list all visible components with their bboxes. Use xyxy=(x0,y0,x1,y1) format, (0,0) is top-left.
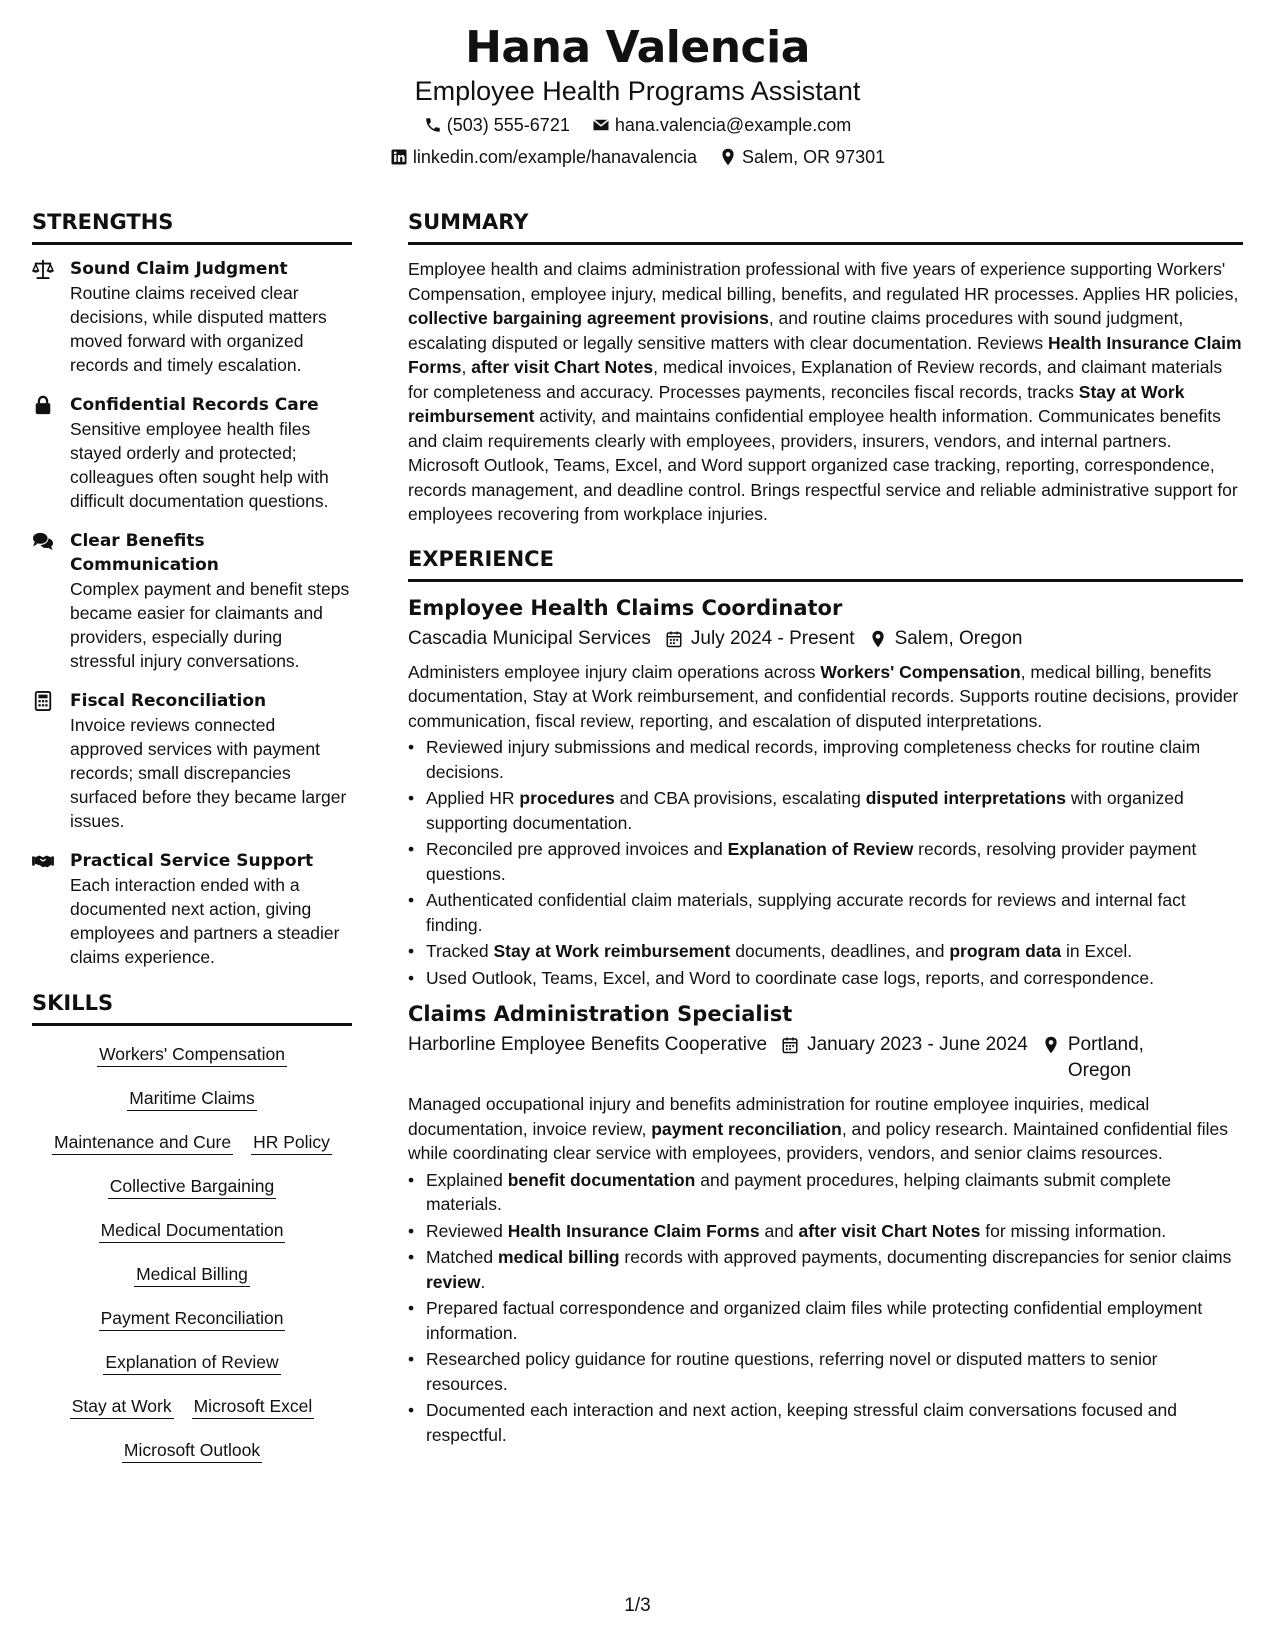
comments-icon xyxy=(32,531,54,551)
bullet-item: • Reviewed Health Insurance Claim Forms and after visit Chart Notes for missing information. xyxy=(408,1219,1243,1244)
email-item[interactable] xyxy=(592,110,851,140)
skill-tag: Maritime Claims xyxy=(127,1086,256,1111)
bullet-item: • Matched medical billing records with approved payments, documenting discrepancies for senior claims review. xyxy=(408,1245,1243,1294)
bullet-item: • Applied HR procedures and CBA provisions, escalating disputed interpretations with organized supporting documentation. xyxy=(408,786,1243,835)
strength-title: Clear Benefits Communication xyxy=(70,531,219,575)
experience-heading: EXPERIENCE xyxy=(408,545,1243,582)
strength-item xyxy=(32,849,352,969)
strengths-heading: STRENGTHS xyxy=(32,208,352,245)
job-location: Portland, Oregon xyxy=(1042,1032,1162,1084)
strength-desc: Invoice reviews connected approved services with payment records; small discrepancies surfaced before they became larger issues. xyxy=(70,715,347,831)
skill-tag: Payment Reconciliation xyxy=(99,1306,286,1331)
bullet-item: • Reviewed injury submissions and medical records, improving completeness checks for routine claim decisions. xyxy=(408,735,1243,784)
skill-tag: Medical Billing xyxy=(134,1262,250,1287)
strength-item xyxy=(32,257,352,377)
strength-item xyxy=(32,529,352,673)
skill-tag: Medical Documentation xyxy=(99,1218,286,1243)
strength-desc: Complex payment and benefit steps became easier for claimants and providers, especially during stressful injury conversations. xyxy=(70,579,350,671)
phone-text: (503) 555-6721 xyxy=(446,115,570,135)
map-marker-icon xyxy=(1042,1036,1060,1054)
job-company: Harborline Employee Benefits Cooperative xyxy=(408,1034,768,1055)
linkedin-icon xyxy=(390,148,408,166)
skill-tag: Microsoft Outlook xyxy=(122,1438,262,1463)
strength-item xyxy=(32,689,352,833)
calendar-icon xyxy=(781,1036,799,1054)
contact-line-2 xyxy=(0,142,1275,172)
strength-title: Fiscal Reconciliation xyxy=(70,691,267,711)
job-bullets xyxy=(408,1168,1243,1448)
strength-item xyxy=(32,393,352,513)
strength-title: Practical Service Support xyxy=(70,851,314,871)
job-location: Salem, Oregon xyxy=(869,626,1023,652)
bullet-item: • Explained benefit documentation and payment procedures, helping claimants submit complete materials. xyxy=(408,1168,1243,1217)
right-column xyxy=(408,208,1243,1457)
job-entry xyxy=(408,594,1243,991)
bullet-item: • Reconciled pre approved invoices and Explanation of Review records, resolving provider payment questions. xyxy=(408,837,1243,886)
strength-desc: Sensitive employee health files stayed orderly and protected; colleagues often sought help with difficult documentation questions. xyxy=(70,419,329,511)
bullet-item: • Documented each interaction and next action, keeping stressful claim conversations focused and respectful. xyxy=(408,1398,1243,1447)
location-item xyxy=(719,142,885,172)
calculator-icon xyxy=(32,691,54,711)
skills-list xyxy=(32,1042,352,1463)
skill-tag: Workers' Compensation xyxy=(97,1042,287,1067)
skill-tag: Collective Bargaining xyxy=(108,1174,276,1199)
resume-header xyxy=(0,22,1275,172)
job-title: Claims Administration Specialist xyxy=(408,1002,793,1026)
phone-item[interactable] xyxy=(424,110,570,140)
job-company: Cascadia Municipal Services xyxy=(408,627,651,649)
email-text: hana.valencia@example.com xyxy=(614,115,852,135)
job-meta xyxy=(408,626,1243,652)
envelope-icon xyxy=(592,116,610,134)
job-meta xyxy=(408,1032,1243,1084)
strength-desc: Routine claims received clear decisions, while disputed matters moved forward with organized records and timely escalation. xyxy=(70,283,327,375)
map-marker-icon xyxy=(719,148,737,166)
job-description: Managed occupational injury and benefits administration for routine employee inquiries, medical documentation, invoice review, payment reconciliation, and policy research. Maintained confidential files while coordinating clear service with employees, providers, vendors, and senior claims resources. xyxy=(408,1094,1229,1163)
skill-tag: Maintenance and Cure xyxy=(52,1130,233,1155)
handshake-icon xyxy=(32,851,54,871)
candidate-name: Hana Valencia xyxy=(465,22,810,73)
job-description: Administers employee injury claim operations across Workers' Compensation, medical billing, benefits documentation, Stay at Work reimbursement, and confidential records. Supports routine decisions, provider communication, fiscal review, reporting, and escalation of disputed interpretations. xyxy=(408,661,1239,731)
page-number: 1/3 xyxy=(624,1595,651,1616)
bullet-item: • Researched policy guidance for routine questions, referring novel or disputed matters to senior resources. xyxy=(408,1347,1243,1396)
candidate-title: Employee Health Programs Assistant xyxy=(414,76,861,106)
phone-icon xyxy=(424,116,442,134)
left-column xyxy=(32,208,352,1463)
strength-title: Sound Claim Judgment xyxy=(70,259,288,279)
skill-tag: Stay at Work xyxy=(70,1394,174,1419)
skill-tag: HR Policy xyxy=(251,1130,332,1155)
bullet-item: • Prepared factual correspondence and organized claim files while protecting confidential employment information. xyxy=(408,1296,1243,1345)
job-entry xyxy=(408,1000,1243,1447)
skills-heading: SKILLS xyxy=(32,989,352,1026)
scale-icon xyxy=(32,259,54,279)
summary-text: Employee health and claims administration professional with five years of experience supporting Workers' Compensation, employee injury, medical billing, benefits, and regulated HR processes. Applies HR policies, collective bargaining agreement provisions, and routine claims procedures with sound judgment, escalating disputed or legally sensitive matters with clear documentation. Reviews Health Insurance Claim Forms, after visit Chart Notes, medical invoices, Explanation of Review records, and claimant materials for completeness and accuracy. Processes payments, reconciles fiscal records, tracks Stay at Work reimbursement activity, and maintains confidential employee health information. Communicates benefits and claim requirements clearly with employees, providers, insurers, vendors, and internal partners. Microsoft Outlook, Teams, Excel, and Word support organized case tracking, reporting, correspondence, records management, and deadline control. Brings respectful service and reliable administrative support for employees recovering from workplace injuries. xyxy=(408,259,1242,524)
linkedin-text: linkedin.com/example/hanavalencia xyxy=(412,147,698,167)
bullet-item: • Tracked Stay at Work reimbursement documents, deadlines, and program data in Excel. xyxy=(408,939,1243,964)
skill-tag: Explanation of Review xyxy=(103,1350,280,1375)
map-marker-icon xyxy=(869,630,887,648)
contact-line-1 xyxy=(0,110,1275,140)
lock-icon xyxy=(32,395,54,415)
skill-tag: Microsoft Excel xyxy=(192,1394,315,1419)
linkedin-item[interactable] xyxy=(390,142,697,172)
bullet-item: • Authenticated confidential claim materials, supplying accurate records for reviews and internal fact finding. xyxy=(408,888,1243,937)
strength-title: Confidential Records Care xyxy=(70,395,319,415)
job-title: Employee Health Claims Coordinator xyxy=(408,595,843,620)
strength-desc: Each interaction ended with a documented next action, giving employees and partners a steadier claims experience. xyxy=(70,875,340,967)
job-dates: January 2023 - June 2024 xyxy=(781,1032,1028,1058)
location-text: Salem, OR 97301 xyxy=(742,147,886,167)
bullet-item: • Used Outlook, Teams, Excel, and Word to coordinate case logs, reports, and correspondence. xyxy=(408,966,1243,991)
job-bullets xyxy=(408,735,1243,990)
calendar-icon xyxy=(665,630,683,648)
summary-heading: SUMMARY xyxy=(408,208,1243,245)
job-dates: July 2024 - Present xyxy=(665,626,855,652)
